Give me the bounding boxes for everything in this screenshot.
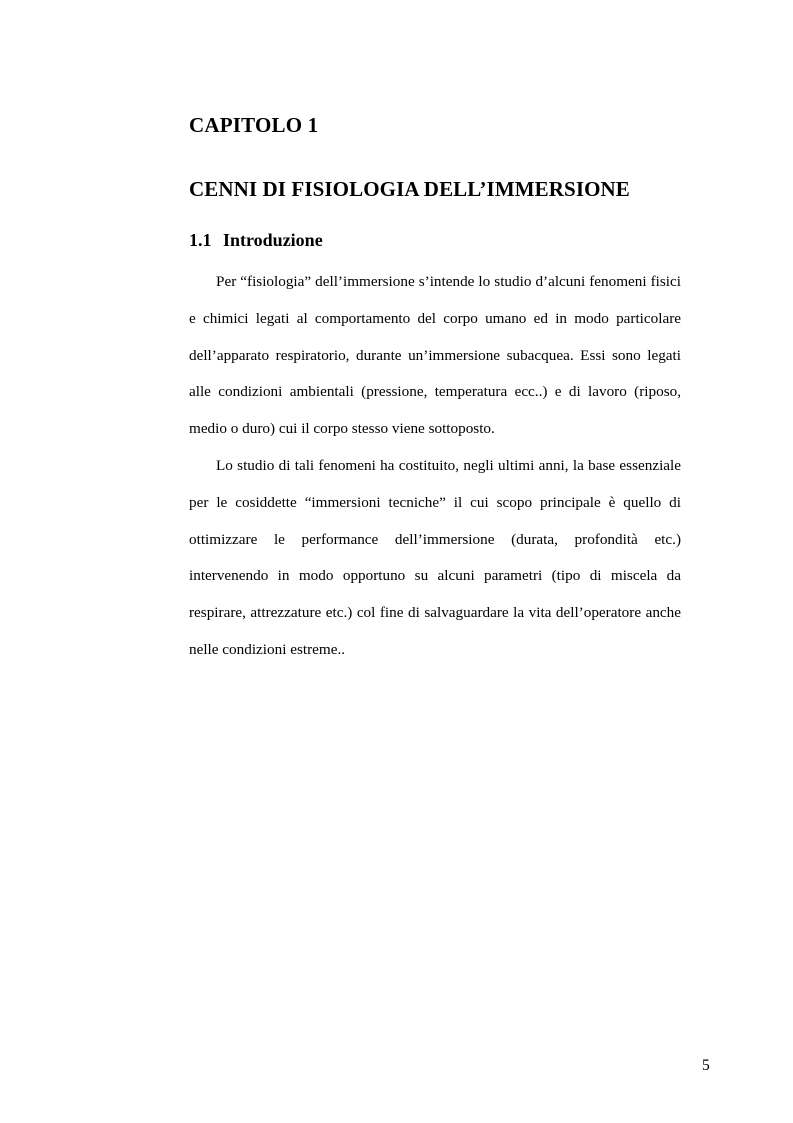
section-heading [189,229,323,251]
paragraph: Lo studio di tali fenomeni ha costituito, negli ultimi anni, la base essenziale per le cosiddette “immersioni tecniche” il cui scopo principale è quello di ottimizzare le performance dell’immersione (durata, profondità etc.) intervenendo in modo opportuno su alcuni parametri (tipo di miscela da respirare, attrezzature etc.) col fine di salvaguardare la vita dell’operatore anche nelle condizioni estreme.. [189,456,681,658]
chapter-title: CENNI DI FISIOLOGIA DELL’IMMERSIONE [189,177,630,201]
paragraph: Per “fisiologia” dell’immersione s’intende lo studio d’alcuni fenomeni fisici e chimici legati al comportamento del corpo umano ed in modo particolare dell’apparato respiratorio, durante un’immersione subacquea. Essi sono legati alle condizioni ambientali (pressione, temperatura ecc..) e di lavoro (riposo, medio o duro) cui il corpo stesso viene sottoposto. [189,273,681,438]
section-title: Introduzione [223,230,323,250]
section-number: 1.1 [189,230,212,250]
page-number: 5 [702,1057,710,1074]
body-text [189,264,681,669]
chapter-label: CAPITOLO 1 [189,113,319,137]
